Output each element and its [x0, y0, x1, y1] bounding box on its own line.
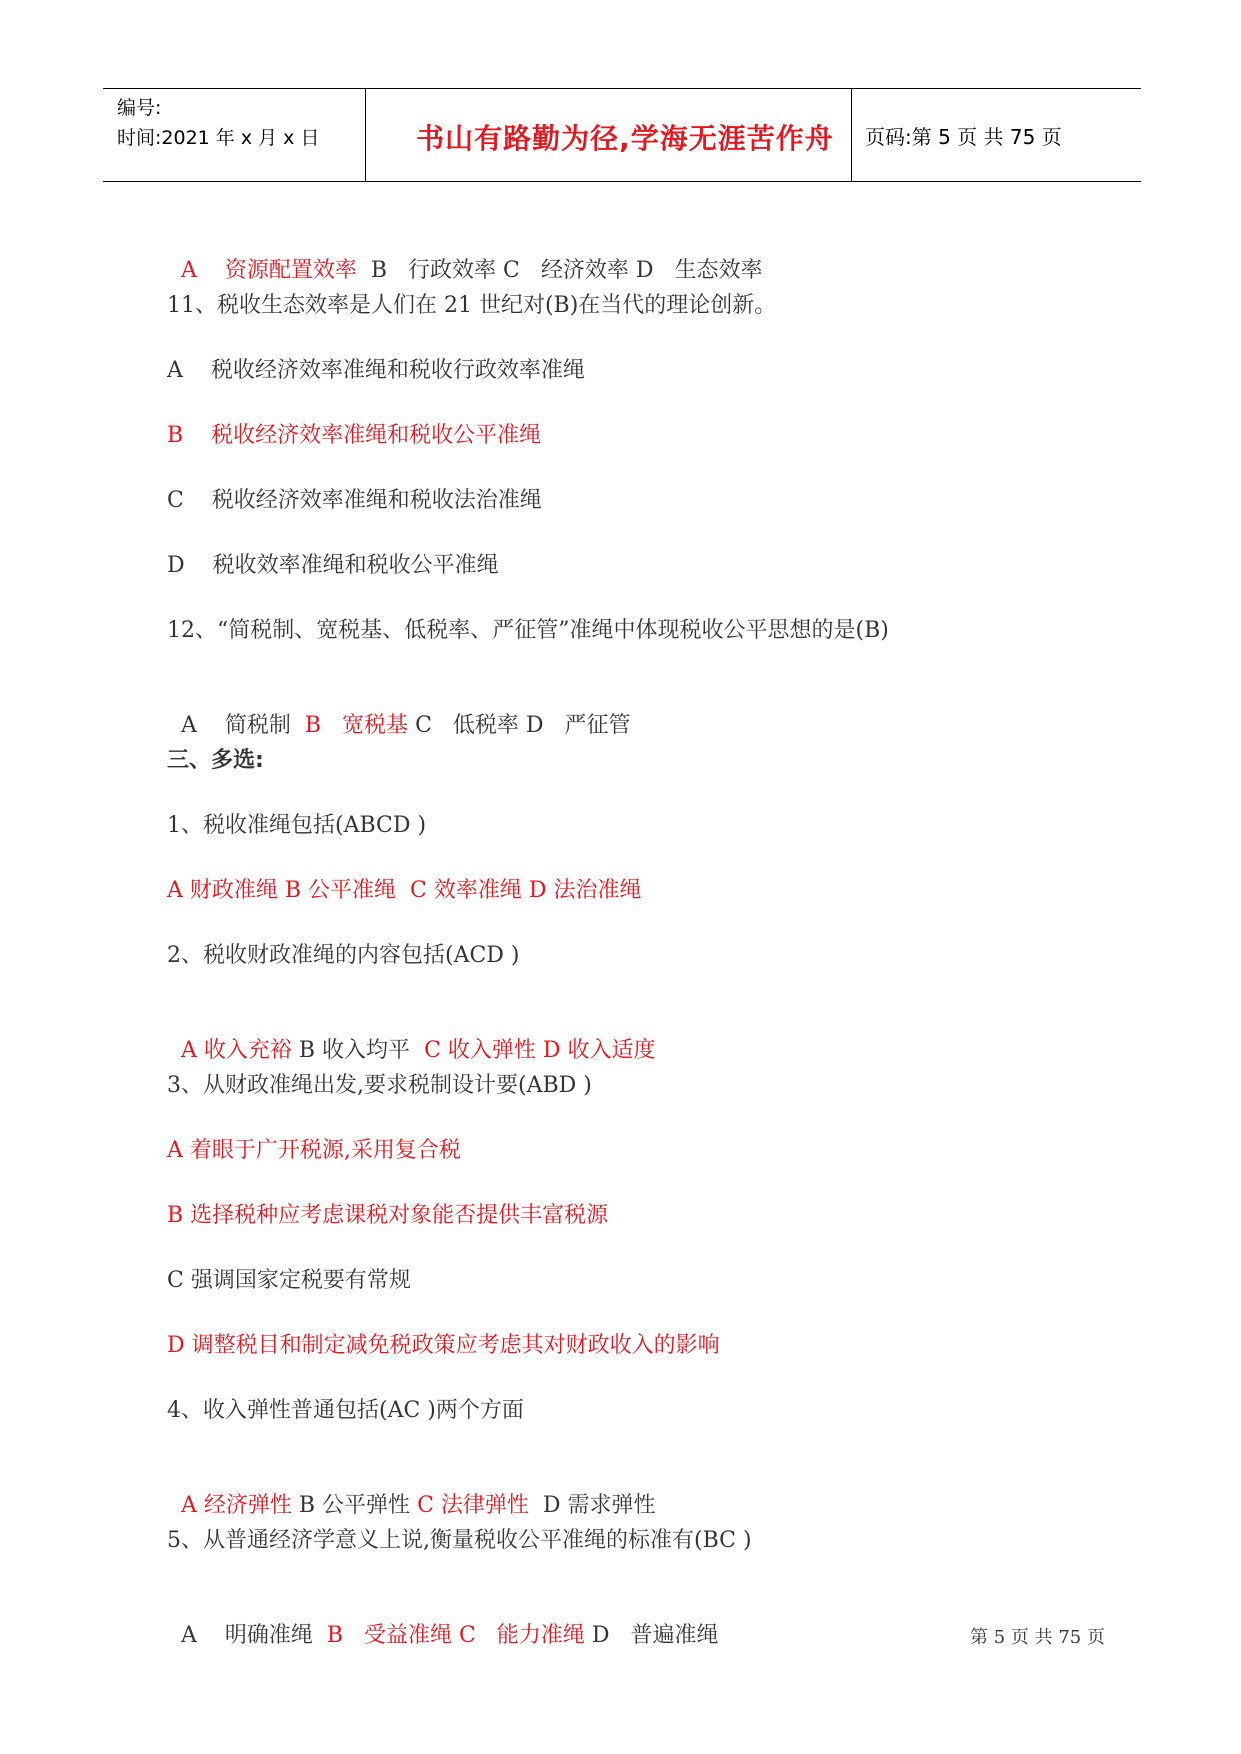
- option-text: 生态效率: [674, 258, 763, 283]
- time-label: 时间:2021 年 x 月 x 日: [117, 127, 320, 149]
- option-text: 宽税基: [342, 713, 409, 738]
- header-page-info: 页码:第 5 页 共 75 页: [865, 125, 1062, 149]
- option-text: 能力准绳: [496, 1623, 585, 1648]
- option-letter: B: [370, 258, 388, 283]
- option-line: C 税收经济效率准绳和税收法治准绳: [167, 488, 542, 513]
- option-text: C 收入弹性 D 收入适度: [424, 1038, 656, 1063]
- option-line: D 调整税目和制定减免税政策应考虑其对财政收入的影响: [167, 1333, 720, 1358]
- question-line: 5、从普通经济学意义上说,衡量税收公平准绳的标准有(BC ): [167, 1528, 752, 1553]
- option-text: 严征管: [564, 713, 631, 738]
- question-line: 4、收入弹性普通包括(AC )两个方面: [167, 1398, 524, 1423]
- number-label: 编号:: [117, 97, 162, 119]
- option-text: A 经济弹性: [181, 1493, 292, 1518]
- section-heading: 三、多选:: [167, 748, 264, 773]
- option-text: A 收入充裕: [181, 1038, 292, 1063]
- option-line: [167, 681, 631, 741]
- option-text: 简税制: [224, 713, 291, 738]
- option-line: A 着眼于广开税源,采用复合税: [167, 1138, 461, 1163]
- option-text: 经济效率 D: [540, 258, 654, 283]
- option-text: 资源配置效率: [224, 258, 357, 283]
- question-line: 1、税收准绳包括(ABCD ): [167, 813, 427, 838]
- option-text: 低税率 D: [452, 713, 544, 738]
- option-line: B 选择税种应考虑课税对象能否提供丰富税源: [167, 1203, 609, 1228]
- option-text: B 收入均平: [298, 1038, 411, 1063]
- header-meta: [117, 93, 319, 153]
- question-line: 2、税收财政准绳的内容包括(ACD ): [167, 943, 520, 968]
- header-divider: [851, 89, 852, 181]
- option-line: [167, 1461, 656, 1521]
- option-text: C 法律弹性: [417, 1493, 529, 1518]
- option-letter: A: [181, 1623, 197, 1648]
- option-text: B 公平弹性: [298, 1493, 411, 1518]
- option-line: A 财政准绳 B 公平准绳 C 效率准绳 D 法治准绳: [167, 878, 642, 903]
- page-header: [103, 88, 1141, 182]
- option-line: A 税收经济效率准绳和税收行政效率准绳: [167, 358, 585, 383]
- option-line: B 税收经济效率准绳和税收公平准绳: [167, 423, 542, 448]
- option-letter: B: [304, 713, 322, 738]
- option-letter: D: [591, 1623, 610, 1648]
- option-text: 明确准绳: [224, 1623, 313, 1648]
- page-footer: 第 5 页 共 75 页: [970, 1627, 1105, 1648]
- option-letter: A: [181, 258, 197, 283]
- question-line: 11、税收生态效率是人们在 21 世纪对(B)在当代的理论创新。: [167, 293, 777, 318]
- option-letter: B: [326, 1623, 344, 1648]
- option-text: 行政效率 C: [408, 258, 520, 283]
- option-line: [167, 226, 763, 286]
- option-line: [167, 1591, 719, 1651]
- header-motto: 书山有路勤为径,学海无涯苦作舟: [416, 122, 834, 155]
- option-text: 普遍准绳: [630, 1623, 719, 1648]
- option-line: D 税收效率准绳和税收公平准绳: [167, 553, 499, 578]
- option-line: C 强调国家定税要有常规: [167, 1268, 411, 1293]
- question-line: 3、从财政准绳出发,要求税制设计要(ABD ): [167, 1073, 592, 1098]
- option-letter: A: [181, 713, 197, 738]
- option-letter: C: [415, 713, 432, 738]
- option-text: 受益准绳 C: [364, 1623, 476, 1648]
- option-text: D 需求弹性: [542, 1493, 656, 1518]
- question-line: 12、“简税制、宽税基、低税率、严征管”准绳中体现税收公平思想的是(B): [167, 618, 889, 643]
- option-line: [167, 1006, 656, 1066]
